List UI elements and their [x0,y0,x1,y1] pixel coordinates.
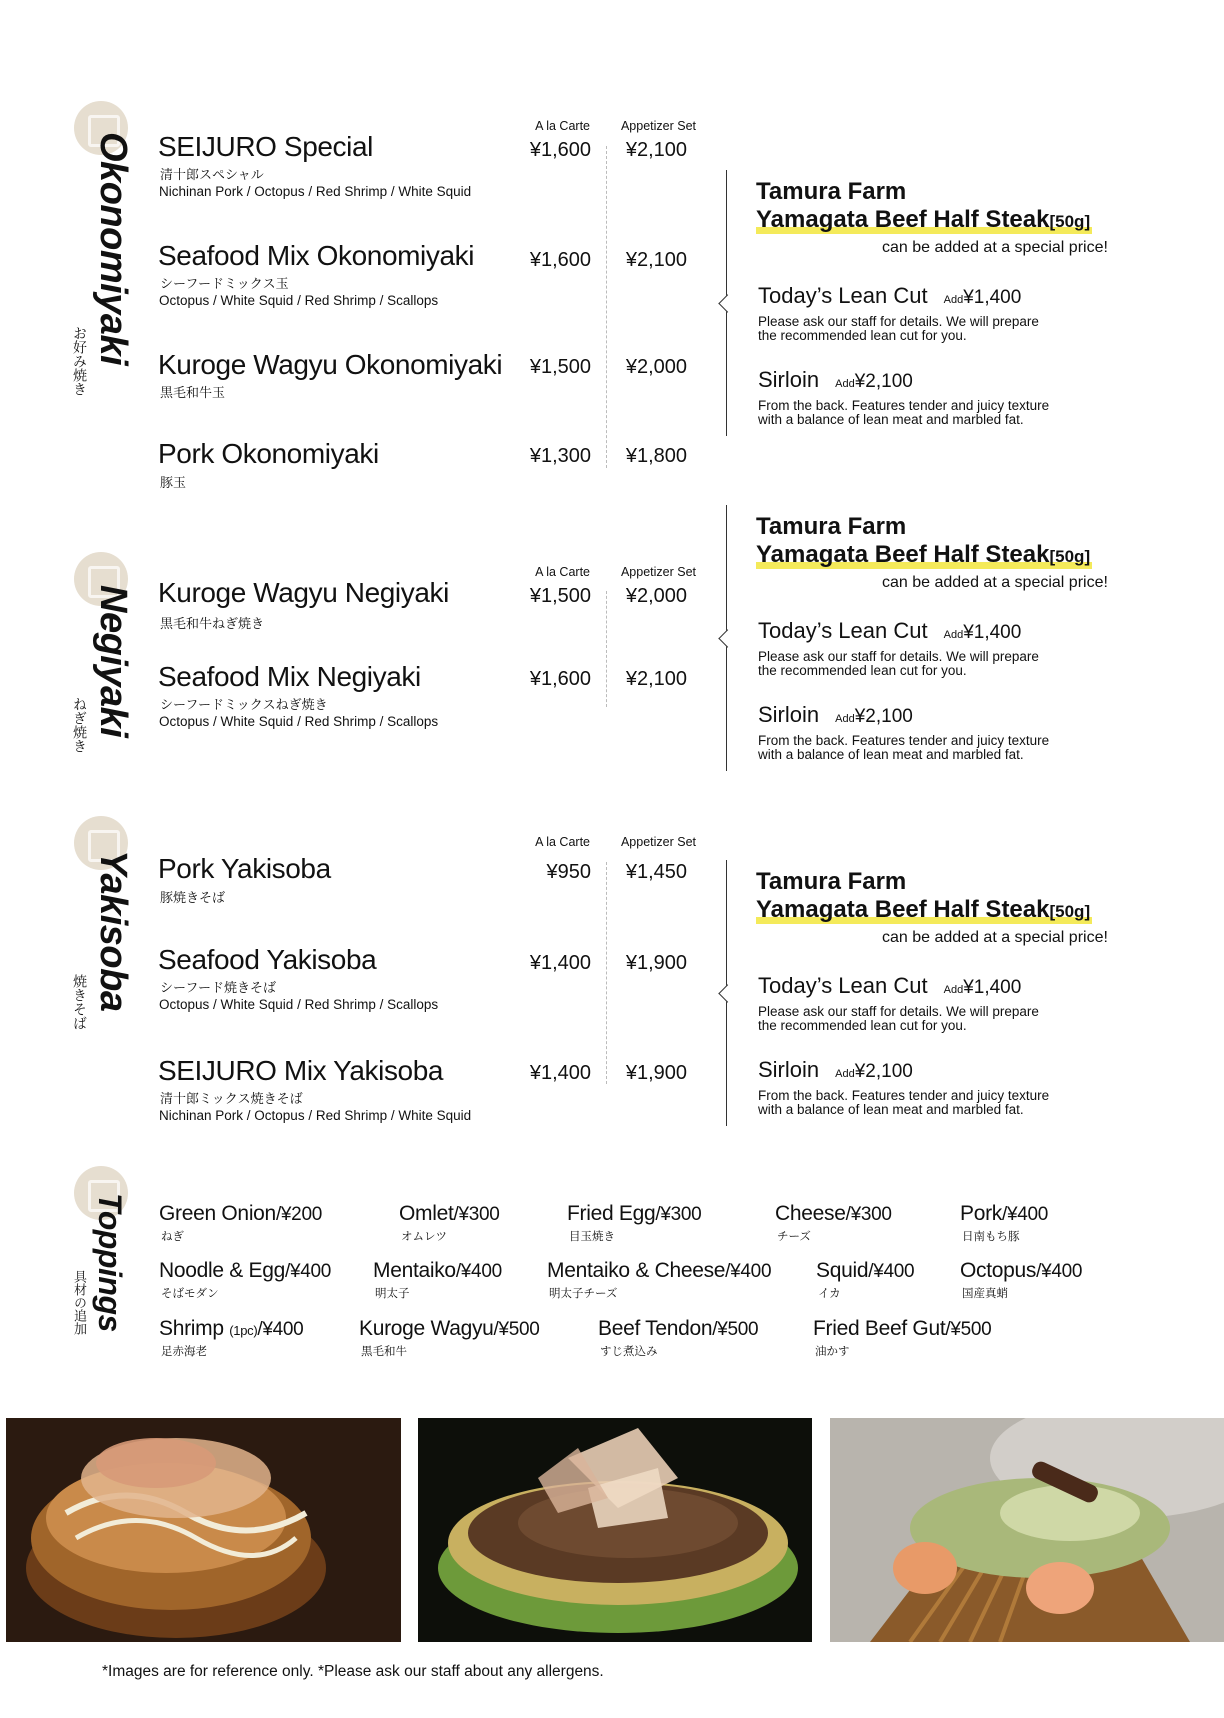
steak-addon-panel [726,170,1126,440]
topping-name: Squid/¥400 [816,1259,915,1282]
item-jp: シーフード焼きそば [160,980,276,995]
topping-jp: そばモダン [161,1288,219,1300]
steak-title-text: Yamagata Beef Half Steak [756,541,1050,568]
item-name: Pork Yakisoba [158,853,331,884]
item-jp: 豚玉 [160,475,187,490]
steak-title [756,206,1092,234]
item-name: Seafood Mix Negiyaki [158,661,421,692]
sirloin-name: Sirloin [758,702,820,727]
steak-title-text: Yamagata Beef Half Steak [756,206,1050,233]
section-jp-okonomiyaki: お好み焼き [72,326,88,396]
topping-jp: ねぎ [161,1231,184,1243]
lean-price: ¥1,400 [963,287,1022,308]
item-desc: Nichinan Pork / Octopus / Red Shrimp / White Squid [159,1108,472,1123]
item-jp: 豚焼きそば [160,890,226,905]
section-title-yakisoba: Yakisoba [92,850,134,1012]
negiyaki-photo [418,1418,812,1642]
sirloin-note-1: From the back. Features tender and juicy texture [758,398,1050,413]
sirloin-note-2: with a balance of lean meat and marbled fat. [758,412,1024,427]
sirloin-name: Sirloin [758,367,820,392]
steak-weight: [50g] [1049,212,1091,231]
price-a-la-carte: ¥1,500 [529,356,591,378]
add-label: Add [835,378,855,390]
item-desc: Nichinan Pork / Octopus / Red Shrimp / White Squid [159,184,472,199]
bracket-point [718,984,736,1002]
sirloin-note-1: From the back. Features tender and juicy texture [758,733,1050,748]
sirloin-note-1: From the back. Features tender and juicy texture [758,1088,1050,1103]
price-appetizer-set: ¥1,900 [625,1062,687,1084]
lean-cut [758,283,1021,309]
topping-jp: オムレツ [401,1231,447,1243]
sirloin-price: ¥2,100 [854,1061,913,1082]
yakisoba-photo [830,1418,1224,1642]
steak-special: can be added at a special price! [882,239,1108,256]
item-name: SEIJURO Mix Yakisoba [158,1055,444,1086]
sirloin [758,702,913,728]
price-a-la-carte: ¥1,600 [529,668,591,690]
topping-jp: イカ [818,1288,841,1300]
lean-cut [758,973,1021,999]
topping-name: Green Onion/¥200 [159,1202,322,1225]
section-title-okonomiyaki: Okonomiyaki [92,132,134,366]
item-name: SEIJURO Special [158,131,373,162]
sirloin-note-2: with a balance of lean meat and marbled fat. [758,1102,1024,1117]
price-a-la-carte: ¥1,500 [529,585,591,607]
topping-jp: チーズ [777,1231,811,1243]
price-appetizer-set: ¥1,800 [625,445,687,467]
topping-jp: 黒毛和牛 [361,1346,407,1358]
topping-name: Beef Tendon/¥500 [598,1317,759,1340]
okonomiyaki-photo [6,1418,401,1642]
steak-farm: Tamura Farm [756,178,907,205]
lean-cut [758,618,1021,644]
price-a-la-carte: ¥950 [546,861,591,883]
topping-jp: 日南もち豚 [962,1231,1020,1243]
col-head-a-la-carte: A la Carte [535,835,590,849]
lean-name: Today’s Lean Cut [758,973,928,998]
topping-jp: 明太子 [375,1288,410,1300]
item-jp: シーフードミックスねぎ焼き [160,697,328,712]
footnote: *Images are for reference only. *Please ask our staff about any allergens. [102,1663,604,1680]
topping-jp: 国産真蛸 [962,1288,1008,1300]
sirloin-price: ¥2,100 [854,706,913,727]
topping-jp: すじ煮込み [600,1346,658,1358]
price-appetizer-set: ¥2,100 [625,139,687,161]
lean-price: ¥1,400 [963,622,1022,643]
topping-name: Mentaiko & Cheese/¥400 [547,1259,772,1282]
topping-jp: 足赤海老 [161,1346,207,1358]
price-appetizer-set: ¥1,900 [625,952,687,974]
lean-name: Today’s Lean Cut [758,283,928,308]
steak-title [756,541,1092,569]
item-jp: 黒毛和牛玉 [160,385,226,400]
lean-note-2: the recommended lean cut for you. [758,663,967,678]
lean-note-1: Please ask our staff for details. We will prepare [758,1004,1039,1019]
topping-name: Octopus/¥400 [960,1259,1083,1282]
steak-weight: [50g] [1049,547,1091,566]
bracket-point [718,294,736,312]
topping-jp: 油かす [815,1346,850,1358]
add-label: Add [943,294,964,306]
steak-weight: [50g] [1049,902,1091,921]
lean-name: Today’s Lean Cut [758,618,928,643]
section-title-toppings: Toppings [92,1193,128,1332]
section-jp-negiyaki: ねぎ焼き [72,697,88,753]
topping-name: Shrimp (1pc)/¥400 [159,1317,304,1340]
price-a-la-carte: ¥1,600 [529,139,591,161]
price-appetizer-set: ¥2,100 [625,249,687,271]
bracket-point [718,629,736,647]
item-name: Seafood Mix Okonomiyaki [158,240,475,271]
item-name: Pork Okonomiyaki [158,438,379,469]
steak-farm: Tamura Farm [756,513,907,540]
price-appetizer-set: ¥2,000 [625,356,687,378]
price-appetizer-set: ¥2,000 [625,585,687,607]
section-title-negiyaki: Negiyaki [92,585,134,738]
col-head-a-la-carte: A la Carte [535,565,590,579]
add-label: Add [943,984,964,996]
price-appetizer-set: ¥1,450 [625,861,687,883]
steak-special: can be added at a special price! [882,574,1108,591]
section-jp-toppings: 具材の追加 [72,1270,87,1335]
steak-addon-panel [726,860,1126,1130]
topping-name: Kuroge Wagyu/¥500 [359,1317,540,1340]
add-label: Add [943,629,964,641]
item-name: Kuroge Wagyu Negiyaki [158,577,449,608]
price-a-la-carte: ¥1,400 [529,1062,591,1084]
price-a-la-carte: ¥1,300 [529,445,591,467]
topping-name: Fried Egg/¥300 [567,1202,702,1225]
item-desc: Octopus / White Squid / Red Shrimp / Scallops [159,293,439,308]
sirloin [758,367,913,393]
col-head-appetizer-set: Appetizer Set [620,835,696,849]
topping-name: Mentaiko/¥400 [373,1259,502,1282]
lean-price: ¥1,400 [963,977,1022,998]
add-label: Add [835,1068,855,1080]
col-head-appetizer-set: Appetizer Set [620,565,696,579]
steak-title-text: Yamagata Beef Half Steak [756,896,1050,923]
price-a-la-carte: ¥1,400 [529,952,591,974]
lean-note-1: Please ask our staff for details. We will prepare [758,314,1039,329]
sirloin-price: ¥2,100 [854,371,913,392]
item-name: Kuroge Wagyu Okonomiyaki [158,349,503,380]
topping-jp: 明太子チーズ [549,1288,618,1300]
steak-title [756,896,1092,924]
price-a-la-carte: ¥1,600 [529,249,591,271]
steak-special: can be added at a special price! [882,929,1108,946]
topping-name: Pork/¥400 [960,1202,1049,1225]
item-jp: 黒毛和牛ねぎ焼き [160,616,265,631]
section-jp-yakisoba: 焼きそば [72,974,88,1030]
lean-note-2: the recommended lean cut for you. [758,1018,967,1033]
item-desc: Octopus / White Squid / Red Shrimp / Scallops [159,997,439,1012]
steak-farm: Tamura Farm [756,868,907,895]
topping-name: Fried Beef Gut/¥500 [813,1317,992,1340]
topping-jp: 目玉焼き [569,1231,615,1243]
add-label: Add [835,713,855,725]
topping-name: Cheese/¥300 [775,1202,892,1225]
steak-addon-panel [726,505,1126,775]
lean-note-1: Please ask our staff for details. We will prepare [758,649,1039,664]
sirloin-name: Sirloin [758,1057,820,1082]
sirloin-note-2: with a balance of lean meat and marbled fat. [758,747,1024,762]
col-head-a-la-carte: A la Carte [535,119,590,133]
item-desc: Octopus / White Squid / Red Shrimp / Scallops [159,714,439,729]
column-divider [606,146,607,468]
topping-name: Noodle & Egg/¥400 [159,1259,332,1282]
item-jp: 清十郎ミックス焼きそば [160,1091,303,1106]
col-head-appetizer-set: Appetizer Set [620,119,696,133]
lean-note-2: the recommended lean cut for you. [758,328,967,343]
item-jp: シーフードミックス玉 [160,276,289,291]
item-name: Seafood Yakisoba [158,944,377,975]
item-jp: 清十郎スペシャル [160,167,264,182]
price-appetizer-set: ¥2,100 [625,668,687,690]
topping-name: Omlet/¥300 [399,1202,500,1225]
sirloin [758,1057,913,1083]
